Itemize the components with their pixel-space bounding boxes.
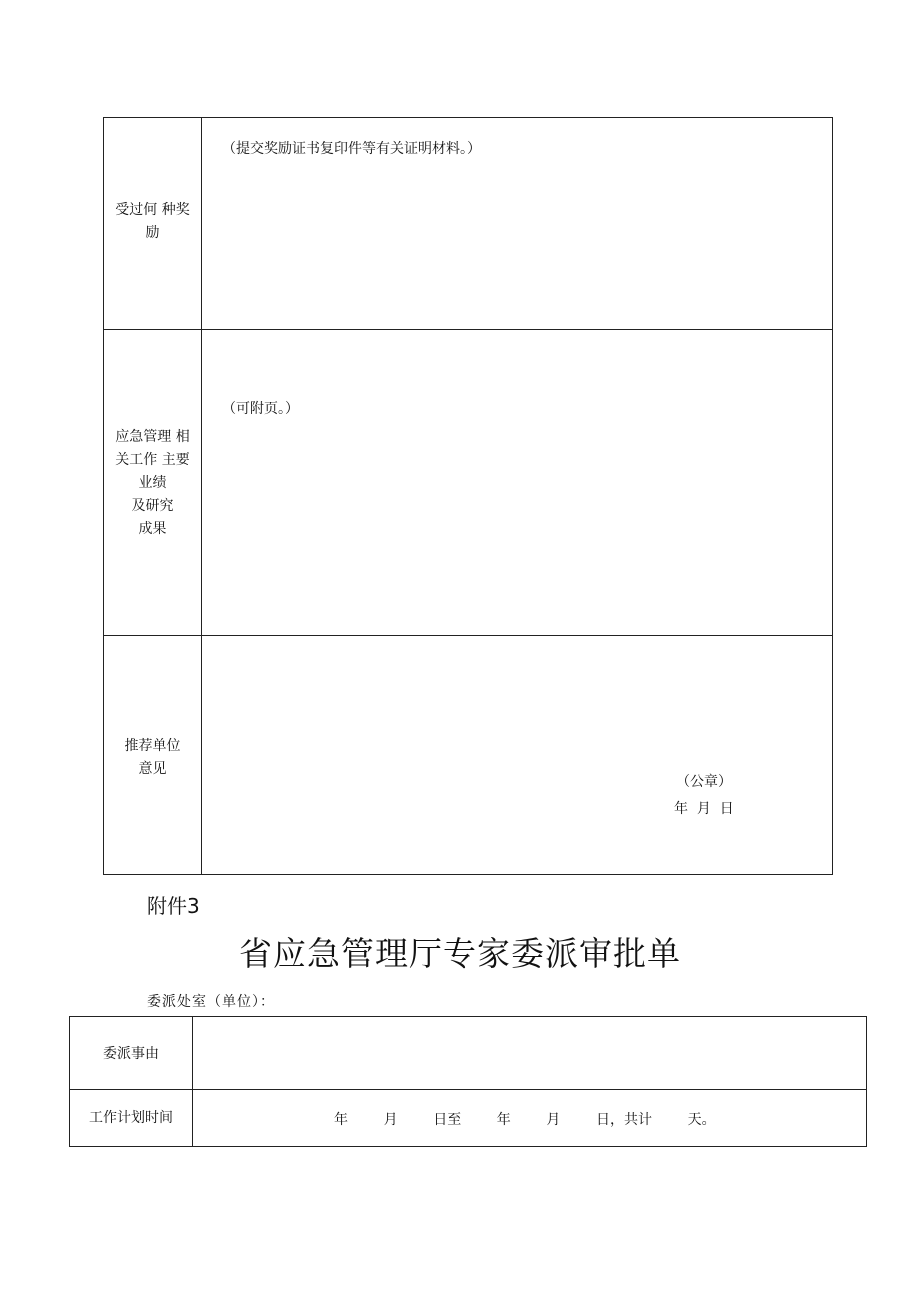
table-border-top <box>69 1016 867 1017</box>
document-title: 省应急管理厅专家委派审批单 <box>239 934 681 973</box>
table-column-divider <box>192 1016 193 1147</box>
awards-note: （提交奖励证书复印件等有关证明材料。） <box>222 141 481 157</box>
planned-time-label: 工作计划时间 <box>89 1110 173 1126</box>
awards-label: 受过何 种奖 励 <box>115 202 190 241</box>
table-row-divider <box>103 329 833 330</box>
table-border-bottom <box>69 1146 867 1147</box>
dispatch-reason-label: 委派事由 <box>103 1046 159 1062</box>
attachment-label: 附件3 <box>147 894 200 918</box>
recommendation-label: 推荐单位 意见 <box>124 738 181 777</box>
achievements-label: 应急管理 相 关工作 主要 业绩 及研究 成果 <box>115 429 190 537</box>
official-seal-note: （公章） <box>676 774 732 790</box>
dispatch-reason-field[interactable] <box>200 1020 860 1084</box>
planned-time-field[interactable]: 年 月 日至 年 月 日，共计 天。 <box>334 1112 716 1128</box>
table-border-right <box>866 1016 867 1147</box>
table-column-divider <box>201 117 202 875</box>
achievements-note: （可附页。） <box>222 401 299 417</box>
dispatch-department-field: 委派处室（单位）： <box>147 994 275 1010</box>
table-border-right <box>832 117 833 875</box>
signature-date: 年 月 日 <box>674 801 734 817</box>
table-row-divider <box>69 1089 867 1090</box>
table-border-bottom <box>103 874 833 875</box>
table-border-top <box>103 117 833 118</box>
table-row-divider <box>103 635 833 636</box>
